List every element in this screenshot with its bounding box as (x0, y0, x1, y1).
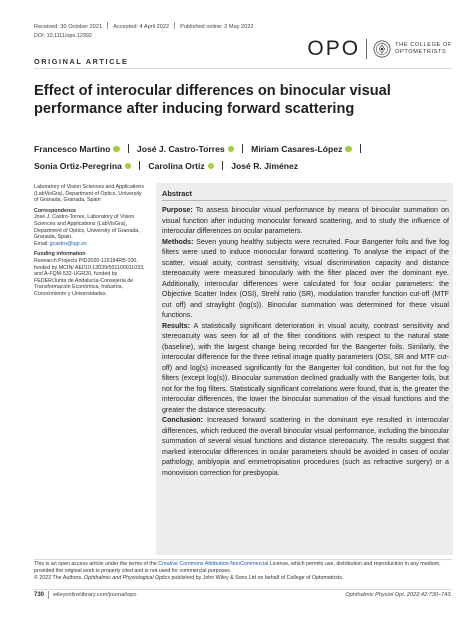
correspondence-email: Email: jjcastro@ugr.es (34, 240, 87, 247)
abstract-purpose: Purpose: To assess binocular visual performance by means of binocular summation on visual function after inducing monocular forward scattering, and to study the influence of interocular differences on ocular parameters. (162, 206, 449, 235)
license-link[interactable]: Creative Commons Attribution-NonCommercial (158, 561, 269, 567)
affiliation-sidebar (34, 184, 146, 302)
author-separator (128, 144, 129, 153)
header-rule (34, 68, 452, 69)
email-link[interactable]: jjcastro@ugr.es (50, 240, 87, 247)
society-name (395, 42, 452, 56)
society-line-2: OPTOMETRISTS (395, 49, 447, 55)
author[interactable]: Francesco Martino (34, 144, 120, 154)
date-divider (107, 22, 108, 29)
abstract-body (162, 205, 449, 478)
funding-text: Research Projects PID2020-115184RB-100, funded by MCIN/ AEI/10.13039/501100011033, and A-FQM-532-UGR20, funded by FEDER/Junta de Andalucía-Consejería de Transformación Económica, Industria, Conocimiento y Universidades. (34, 257, 145, 297)
received-date: Received: 30 October 2021 (34, 24, 103, 30)
author-separator (139, 161, 140, 170)
abstract-conclusion: Conclusion: Increased forward scattering in the dominant eye resulted in interocular differences, which reduced the overall binocular visual performance, including the binocular summation of several visual functions and distance stereoacuity. The results suggest that marked interocular differences in ocular parameters should be avoided in cases of ocular pathology, amblyopia and emmetropisation procedures (such as refractive surgery) or a monovision correction for presbyopia. (162, 416, 449, 477)
correspondence-heading: Correspondence (34, 207, 77, 214)
journal-website-link[interactable]: wileyonlinelibrary.com/journal/opo (53, 592, 137, 598)
author-separator (242, 144, 243, 153)
orcid-icon[interactable] (208, 163, 215, 170)
orcid-icon[interactable] (113, 146, 120, 153)
author[interactable]: Carolina Ortiz (148, 161, 214, 171)
doi[interactable]: DOI: 10.1111/opo.12992 (34, 33, 92, 39)
abstract-rule (162, 200, 447, 201)
abstract-box (156, 183, 453, 555)
page-number: 730 (34, 592, 45, 598)
orcid-icon[interactable] (125, 163, 132, 170)
author[interactable]: Miriam Casares-López (251, 144, 352, 154)
article-type: ORIGINAL ARTICLE (34, 57, 129, 66)
college-crest-icon (373, 40, 391, 58)
journal-logo: OPO (307, 37, 361, 60)
author-separator (360, 144, 361, 153)
abstract-methods: Methods: Seven young healthy subjects were recruited. Four Bangerter foils and five fog filters were used to induce monocular forward scattering. To analyse the impact of the scatter, visual acuity, contrast sensitivity, visual discrimination capacity and distance stereoacuity were measured binocularly with the filter placed over the dominant eye. Additionally, interocular differences were calculated for four ocular parameters: the Objective Scatter Index (OSI), Strehl ratio (SR), modulation transfer function cut-off (MTF cut off) and straylight (log(s)). Binocular summation was determined for these visual functions. (162, 237, 449, 319)
orcid-icon[interactable] (345, 146, 352, 153)
footer-rule (34, 559, 452, 560)
author[interactable]: José R. Jiménez (231, 161, 299, 171)
page-footer-rule (34, 589, 452, 590)
page-number-divider (48, 591, 49, 599)
funding-heading: Funding information (34, 251, 86, 258)
brand-divider (366, 39, 367, 59)
license-text: This is an open access article under the terms of the Creative Commons Attribution-NonCommercial License, which permits use, distribution and reproduction in any medium, provided the original work is properly cited and is not used for commercial purposes. (34, 561, 441, 574)
journal-citation: Ophthalmic Physiol Opt. 2022;42:730–743. (345, 592, 452, 598)
author-list (34, 141, 454, 175)
abstract-heading: Abstract (162, 189, 192, 198)
abstract-results: Results: A statistically significant deterioration in visual acuity, contrast sensitivity and stereoacuity was seen for all of the filter conditions with respect to the natural state (baseline), with the largest change being recorded for the Bangerter foils. Similarly, the interocular difference for the three retinal image quality parameters (OSI, SR and MTF cut-off) and log(s) increased significantly for the Bangerter foil condition, but not for the fog filters (except log(s)). Binocular summation declined gradually with the Bangerter foils, but not for the fog filters. Statistically significant correlations were found, that is, the greater the interocular differences, the lower the binocular summation of the visual functions and the greater the distance stereoacuity. (162, 321, 449, 414)
published-date: Published online: 2 May 2022 (180, 24, 254, 30)
journal-brand (307, 38, 452, 60)
author-separator (222, 161, 223, 170)
orcid-icon[interactable] (228, 146, 235, 153)
author[interactable]: José J. Castro-Torres (137, 144, 234, 154)
affiliation: Laboratory of Vision Sciences and Applications (LabVisGra), Department of Optics, University of Granada, Granada, Spain (34, 184, 145, 204)
accepted-date: Accepted: 4 April 2022 (113, 24, 170, 30)
publication-dates (34, 22, 254, 30)
copyright-text: © 2022 The Authors. Ophthalmic and Physiological Optics published by John Wiley & Sons Ltd on behalf of College of Optometrists. (34, 575, 344, 581)
society-line-1: THE COLLEGE OF (395, 42, 452, 48)
article-title: Effect of interocular differences on binocular visual performance after inducing forward scattering (34, 83, 391, 117)
correspondence-address: José J. Castro-Torres, Laboratory of Vision Sciences and Applications (LabVisGra), Department of Optics, University of Granada, Granada, Spain. (34, 214, 140, 241)
license-notice (34, 561, 454, 582)
date-divider (174, 22, 175, 29)
author[interactable]: Sonia Ortiz-Peregrina (34, 161, 131, 171)
